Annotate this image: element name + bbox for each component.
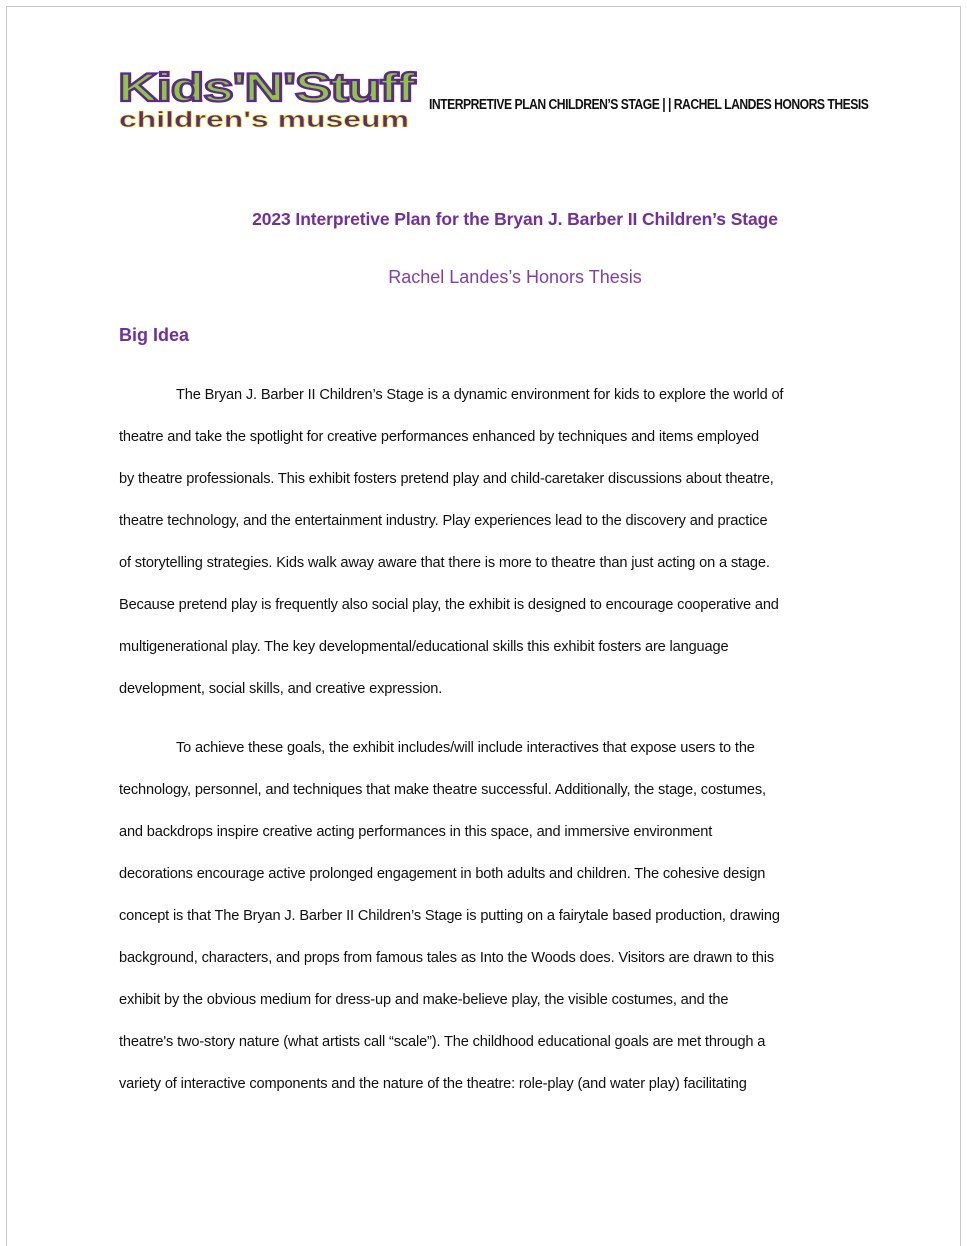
paragraph-line: concept is that The Bryan J. Barber II Children’s Stage is putting on a fairytale based production, drawing xyxy=(119,908,780,924)
paragraph-line: technology, personnel, and techniques that make theatre successful. Additionally, the stage, costumes, xyxy=(119,782,766,798)
paragraph-line: theatre and take the spotlight for creative performances enhanced by techniques and items employed xyxy=(119,429,759,445)
kids-n-stuff-logo xyxy=(115,67,417,133)
paragraph-line: variety of interactive components and the nature of the theatre: role-play (and water play) facilitating xyxy=(119,1076,747,1092)
paragraph-2 xyxy=(119,727,859,1105)
paragraph-line: theatre technology, and the entertainment industry. Play experiences lead to the discovery and practice xyxy=(119,513,768,529)
paragraph-line: Because pretend play is frequently also social play, the exhibit is designed to encourage cooperative and xyxy=(119,597,779,613)
paragraph-line: To achieve these goals, the exhibit includes/will include interactives that expose users to the xyxy=(176,740,755,756)
paragraph-line: decorations encourage active prolonged engagement in both adults and children. The cohesive design xyxy=(119,866,766,882)
running-header: INTERPRETIVE PLAN CHILDREN’S STAGE | | RACHEL LANDES HONORS THESIS xyxy=(429,97,869,113)
logo-childrens-museum-text: children's museum xyxy=(119,107,409,132)
section-heading-big-idea: Big Idea xyxy=(119,325,190,345)
paragraph-line: by theatre professionals. This exhibit fosters pretend play and child-caretaker discussions about theatre, xyxy=(119,471,774,487)
paragraph-line: theatre's two-story nature (what artists call “scale”). The childhood educational goals are met through a xyxy=(119,1034,766,1050)
paragraph-line: exhibit by the obvious medium for dress-up and make-believe play, the visible costumes, and the xyxy=(119,992,729,1008)
logo-kids-n-stuff-text: Kids'N'Stuff xyxy=(118,67,417,110)
paragraph-line: The Bryan J. Barber II Children’s Stage is a dynamic environment for kids to explore the world of xyxy=(176,387,784,403)
paragraph-line: multigenerational play. The key developmental/educational skills this exhibit fosters are language xyxy=(119,639,729,655)
paragraph-line: development, social skills, and creative expression. xyxy=(119,681,443,697)
document-title: 2023 Interpretive Plan for the Bryan J. Barber II Children’s Stage xyxy=(252,209,778,229)
paragraph-line: of storytelling strategies. Kids walk away aware that there is more to theatre than just acting on a stage. xyxy=(119,555,770,571)
document-subtitle: Rachel Landes’s Honors Thesis xyxy=(388,267,642,287)
paragraph-1 xyxy=(119,374,859,710)
document-page xyxy=(6,6,961,1246)
paragraph-line: background, characters, and props from famous tales as Into the Woods does. Visitors are drawn to this xyxy=(119,950,775,966)
paragraph-line: and backdrops inspire creative acting performances in this space, and immersive environment xyxy=(119,824,713,840)
